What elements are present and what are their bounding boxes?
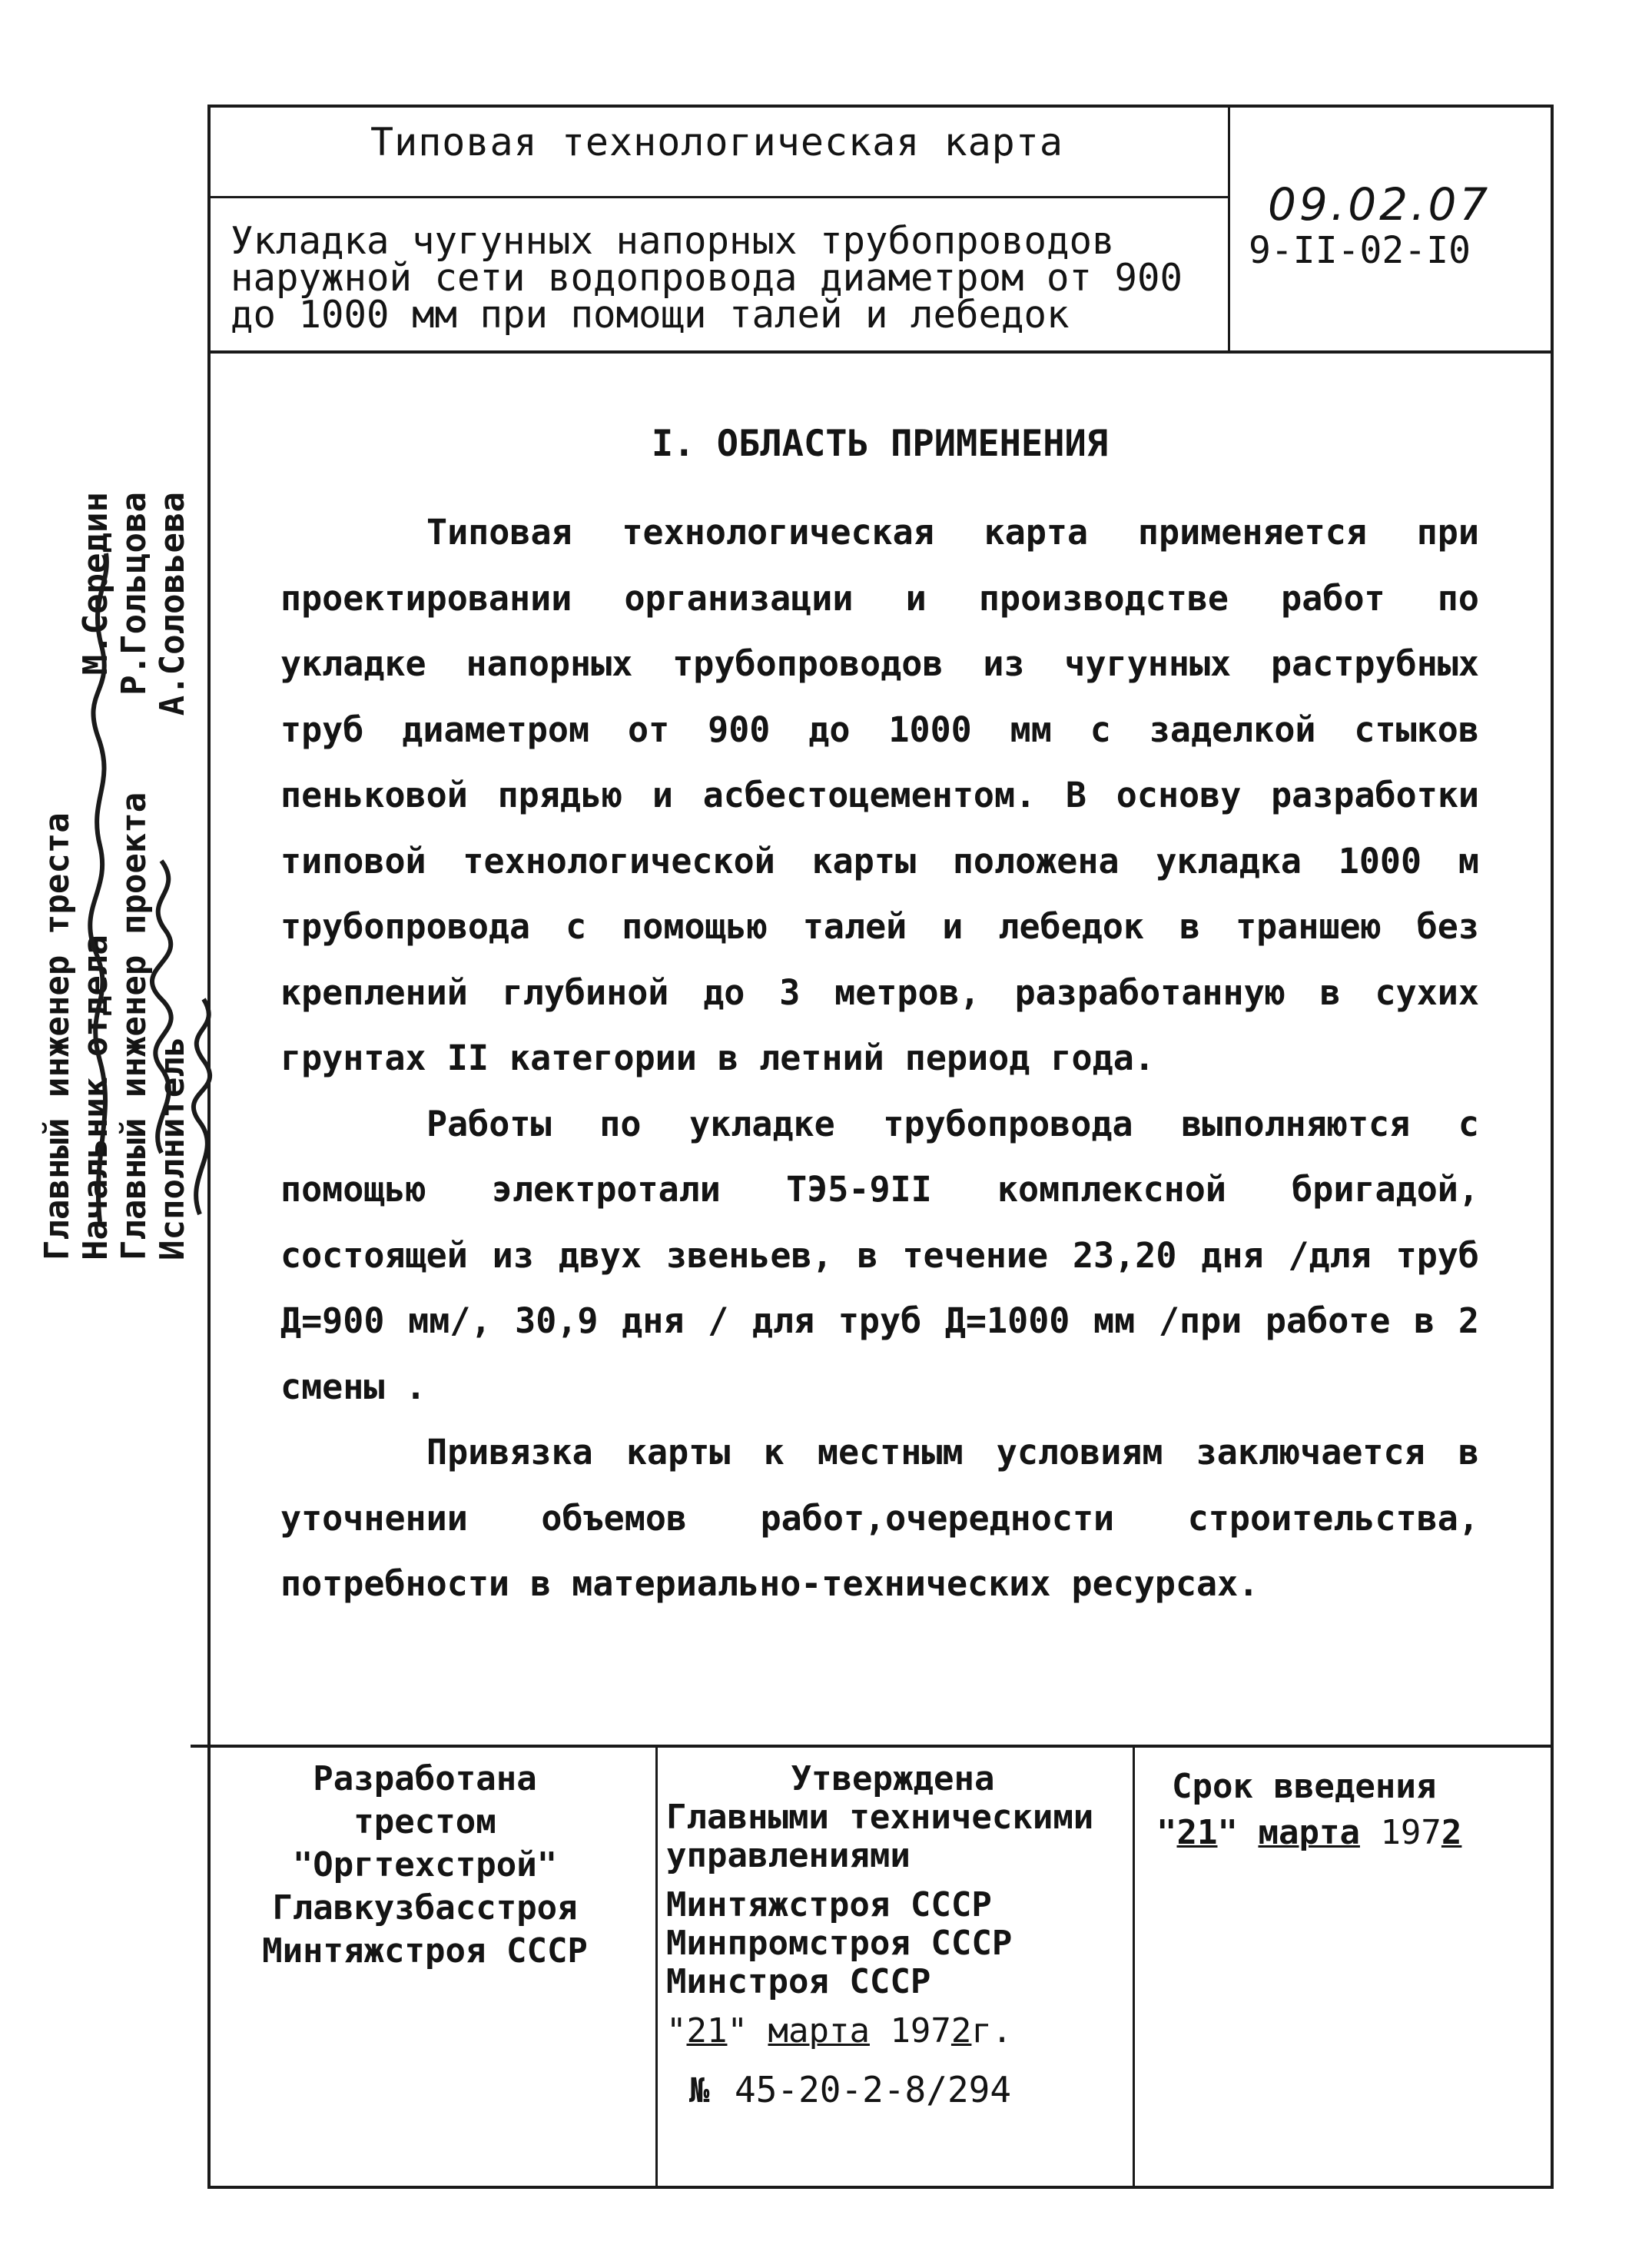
approved-line-2: управлениями [666, 1836, 911, 1875]
document-code: 9-II-02-I0 [1249, 229, 1471, 272]
paragraph-scope: Типовая технологическая карта применяется при проектировании организации и производстве работ по укладке напорных трубопроводов из чугунных раструбных труб диаметром от 900 до 1000 мм с заделкой стыков пеньковой прядью и асбестоцементом. В основу разработки типовой технологической карты положена укладка 1000 м трубопровода с помощью талей и лебедок в траншею без креплений глубиной до 3 метров, разработанную в сухих грунтах II категории в летний период года. [280, 512, 1479, 1078]
effective-day: 21 [1176, 1813, 1218, 1852]
effective-month: марта [1258, 1813, 1360, 1852]
effective-heading: Срок введения [1172, 1767, 1437, 1806]
date-quote: " [1217, 1813, 1238, 1852]
effective-date [1156, 1814, 1556, 1852]
footer-divider-2 [1133, 1745, 1135, 2187]
footer-developed [198, 1760, 652, 1975]
registration-number: 45-20-2-8/294 [735, 2069, 1012, 2110]
approved-ministry-2: Минпромстроя СССР [666, 1924, 1013, 1963]
approved-day: 21 [686, 2011, 728, 2050]
stamp-role-department-head: Начальник отдела [76, 935, 115, 1260]
approved-ministry-1: Минтяжстроя СССР [666, 1885, 992, 1924]
handwritten-code: 09.02.07 [1268, 178, 1491, 231]
section-body [280, 500, 1479, 1617]
developed-label: Разработана [313, 1759, 537, 1798]
header-bottom-line [209, 350, 1552, 354]
approved-year-prefix: 197 [890, 2011, 951, 2050]
footer-divider-1 [655, 1745, 658, 2187]
section-heading: I. ОБЛАСТЬ ПРИМЕНЕНИЯ [651, 423, 1109, 465]
document-type-title: Типовая технологическая карта [370, 120, 1063, 164]
approved-heading: Утверждена [791, 1759, 995, 1798]
stamp-role-chief-engineer: Главный инженер треста [38, 812, 77, 1260]
frame-bottom [207, 2186, 1554, 2189]
footer-top-line [191, 1745, 1552, 1748]
stamp-role-executor: Исполнитель [153, 1036, 192, 1260]
paragraph-works: Работы по укладке трубопровода выполняются с помощью электротали ТЭ5-9II комплексной бригадой, состоящей из двух звеньев, в течение 23,20 дня /для труб Д=900 мм/, 30,9 дня / для труб Д=1000 мм /при работе в 2 смены . [280, 1103, 1479, 1407]
header-divider-horizontal [209, 196, 1229, 198]
document-subject: Укладка чугунных напорных трубопроводов наружной сети водопровода диаметром от 900 до 1000 мм при помощи талей и лебедок [231, 219, 1183, 337]
developed-by-trust: трестом [353, 1802, 496, 1841]
stamp-role-project-engineer: Главный инженер проекта [114, 792, 154, 1260]
developed-ministry: Минтяжстроя СССР [262, 1931, 588, 1971]
approved-ministry-3: Минстроя СССР [666, 1962, 931, 2001]
approved-line-1: Главными техническими [666, 1798, 1094, 1837]
number-sign: № [689, 2071, 710, 2110]
handwritten-signatures [46, 461, 231, 1230]
footer-approved [666, 1760, 1120, 2110]
stamp-name-project-engineer: Р.Гольцова [114, 492, 154, 696]
approved-year-digit: 2 [950, 2011, 972, 2050]
footer-effective [1156, 1768, 1556, 1852]
effective-year-digit: 2 [1441, 1813, 1462, 1852]
date-quote: " [727, 2011, 748, 2050]
date-quote: " [666, 2011, 687, 2050]
frame-right [1551, 105, 1554, 2189]
approved-year-suffix: г. [971, 2011, 1013, 2050]
approved-month: марта [768, 2011, 870, 2050]
stamp-name-department-head: М.Середин [76, 492, 115, 676]
approved-number [666, 2070, 1120, 2110]
approved-date [666, 2012, 1120, 2050]
date-quote: " [1156, 1813, 1177, 1852]
paragraph-binding: Привязка карты к местным условиям заключается в уточнении объемов работ,очередности строительства, потребности в материально-технических ресурсах. [280, 1432, 1479, 1604]
developed-organization: "Оргтехстрой" [292, 1845, 558, 1884]
effective-year-prefix: 197 [1380, 1813, 1441, 1852]
developed-glavk: Главкузбасстроя [272, 1888, 578, 1928]
stamp-name-executor: А.Соловьева [153, 492, 192, 716]
